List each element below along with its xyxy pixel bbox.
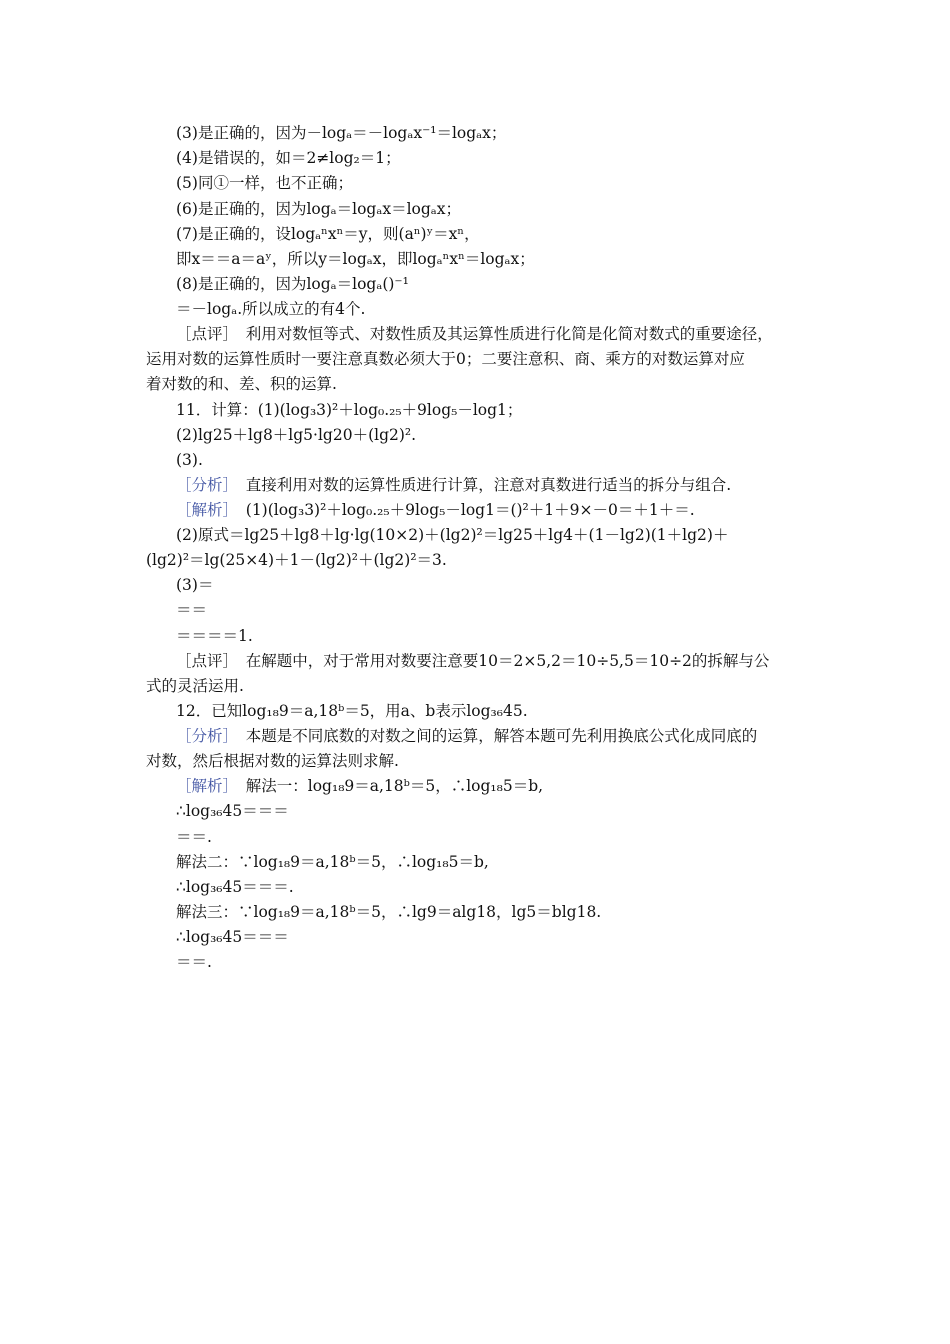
comment-line	[176, 649, 846, 674]
text-line: (8)是正确的，因为logₐ＝logₐ()⁻¹	[176, 275, 409, 293]
text-line: (3).	[176, 451, 203, 469]
text-line: ＝＝.	[176, 828, 212, 846]
text-line: (3)＝	[176, 576, 214, 594]
text-line: ＝＝.	[176, 953, 212, 971]
comment-text: 利用对数恒等式、对数性质及其运算性质进行化简是化简对数式的重要途径，	[230, 325, 773, 343]
text-line: (6)是正确的，因为logₐ＝logₐx＝logₐx；	[176, 200, 462, 218]
comment-tag: ［点评］	[176, 325, 231, 343]
comment-line	[176, 322, 846, 347]
text-line: (2)lg25＋lg8＋lg5·lg20＋(lg2)².	[176, 426, 417, 444]
solution-line	[176, 498, 846, 523]
text-line: 解法三：∵log₁₈9＝a,18ᵇ＝5，∴lg9＝alg18，lg5＝blg18.	[176, 903, 602, 921]
text-line: ∴log₃₆45＝＝＝	[176, 928, 289, 946]
text-line: (7)是正确的，设logₐⁿxⁿ＝y，则(aⁿ)ʸ＝xⁿ，	[176, 225, 480, 243]
analysis-text: 直接利用对数的运算性质进行计算，注意对真数进行适当的拆分与组合.	[230, 476, 732, 494]
problem-12: 12．已知log₁₈9＝a,18ᵇ＝5，用a、b表示log₃₆45.	[176, 702, 528, 720]
text-line: ＝－logₐ.所以成立的有4个.	[176, 300, 366, 318]
text-line: 解法二：∵log₁₈9＝a,18ᵇ＝5，∴log₁₈5＝b,	[176, 853, 489, 871]
text-line: (4)是错误的，如＝2≠log₂＝1；	[176, 149, 401, 167]
solution-tag: ［解析］	[176, 777, 231, 795]
text-line: (5)同①一样，也不正确；	[176, 174, 353, 192]
analysis-line	[176, 473, 846, 498]
text-line: ∴log₃₆45＝＝＝.	[176, 878, 294, 896]
solution-tag: ［解析］	[176, 501, 231, 519]
text-line: ＝＝	[176, 601, 208, 619]
text-line: 对数，然后根据对数的运算法则求解.	[146, 752, 399, 770]
analysis-line	[176, 724, 846, 749]
text-line: ＝＝＝＝1.	[176, 627, 253, 645]
text-line: (3)是正确的，因为－logₐ＝－logₐx⁻¹＝logₐx；	[176, 124, 507, 142]
problem-11: 11．计算：(1)(log₃3)²＋log₀.₂₅＋9log₅－log1；	[176, 401, 523, 419]
analysis-text: 本题是不同底数的对数之间的运算，解答本题可先利用换底公式化成同底的	[230, 727, 758, 745]
text-line: 式的灵活运用.	[146, 677, 244, 695]
text-line: 着对数的和、差、积的运算.	[146, 375, 337, 393]
text-line: (lg2)²＝lg(25×4)＋1－(lg2)²＋(lg2)²＝3.	[146, 551, 447, 569]
solution-text: 解法一：log₁₈9＝a,18ᵇ＝5，∴log₁₈5＝b,	[230, 777, 544, 795]
solution-line	[176, 774, 846, 799]
comment-tag: ［点评］	[176, 652, 231, 670]
text-line: 即x＝＝a＝aʸ，所以y＝logₐx，即logₐⁿxⁿ＝logₐx；	[176, 250, 535, 268]
text-line: 运用对数的运算性质时一要注意真数必须大于0；二要注意积、商、乘方的对数运算对应	[146, 350, 745, 368]
text-line: (2)原式＝lg25＋lg8＋lg·lg(10×2)＋(lg2)²＝lg25＋lg4＋(1－lg2)(1＋lg2)＋	[176, 526, 729, 544]
analysis-tag: ［分析］	[176, 727, 231, 745]
solution-text: (1)(log₃3)²＋log₀.₂₅＋9log₅－log1＝()²＋1＋9×－0＝＋1＋＝.	[230, 501, 695, 519]
comment-text: 在解题中，对于常用对数要注意要10＝2×5,2＝10÷5,5＝10÷2的拆解与公	[230, 652, 770, 670]
analysis-tag: ［分析］	[176, 476, 231, 494]
text-line: ∴log₃₆45＝＝＝	[176, 802, 289, 820]
